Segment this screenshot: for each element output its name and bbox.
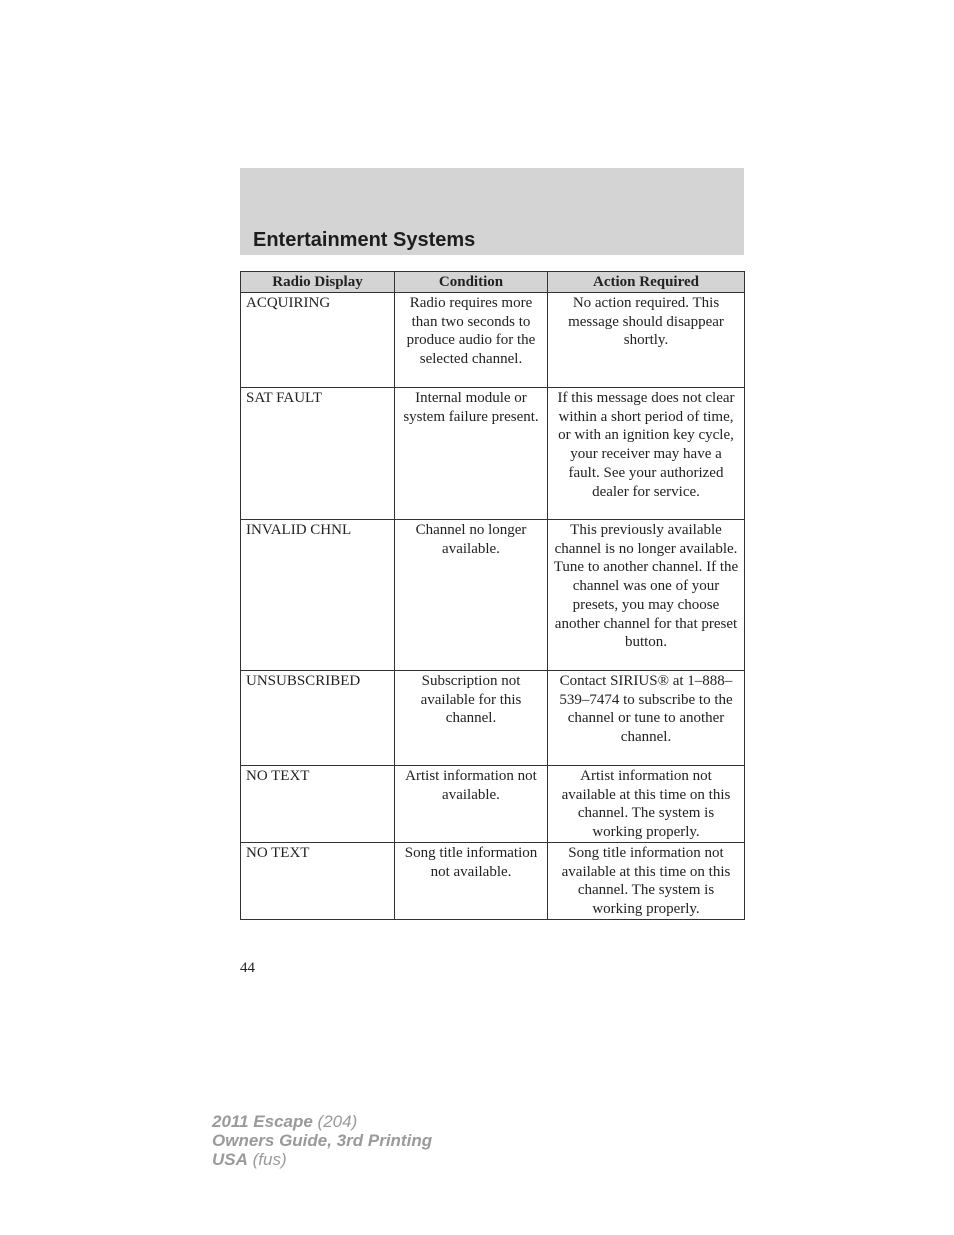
- table-row: [241, 766, 745, 843]
- header-action-required: Action Required: [548, 272, 745, 293]
- footer-region-code: (fus): [247, 1150, 287, 1169]
- footer-line-guide: [212, 1131, 432, 1150]
- condition-cell: Subscription not available for this channel.: [395, 671, 548, 766]
- radio-display-cell: SAT FAULT: [241, 388, 395, 520]
- document-footer: [212, 1112, 432, 1169]
- table-row: [241, 842, 745, 919]
- action-cell: No action required. This message should disappear shortly.: [548, 293, 745, 388]
- action-cell: Contact SIRIUS® at 1–888–539–7474 to subscribe to the channel or tune to another channel.: [548, 671, 745, 766]
- footer-model-code: (204): [312, 1112, 358, 1131]
- section-header: [240, 168, 744, 255]
- condition-cell: Artist information not available.: [395, 766, 548, 843]
- footer-region: USA: [212, 1150, 248, 1169]
- radio-display-cell: NO TEXT: [241, 842, 395, 919]
- page-number: 44: [240, 960, 255, 976]
- footer-line-model: [212, 1112, 432, 1131]
- action-cell: If this message does not clear within a short period of time, or with an ignition key cycle, your receiver may have a fault. See your authorized dealer for service.: [548, 388, 745, 520]
- radio-display-cell: NO TEXT: [241, 766, 395, 843]
- table-row: [241, 520, 745, 671]
- table-row: [241, 671, 745, 766]
- action-cell: This previously available channel is no longer available. Tune to another channel. If the channel was one of your presets, you may choose another channel for that preset button.: [548, 520, 745, 671]
- footer-model: 2011 Escape: [212, 1112, 313, 1131]
- section-title: Entertainment Systems: [253, 229, 476, 251]
- action-cell: Artist information not available at this time on this channel. The system is working properly.: [548, 766, 745, 843]
- header-radio-display: Radio Display: [241, 272, 395, 293]
- footer-line-region: [212, 1150, 432, 1169]
- action-cell: Song title information not available at this time on this channel. The system is working properly.: [548, 842, 745, 919]
- condition-cell: Radio requires more than two seconds to produce audio for the selected channel.: [395, 293, 548, 388]
- radio-display-table: [240, 271, 745, 920]
- table-row: [241, 388, 745, 520]
- condition-cell: Channel no longer available.: [395, 520, 548, 671]
- footer-guide: Owners Guide, 3rd Printing: [212, 1131, 433, 1150]
- condition-cell: Song title information not available.: [395, 842, 548, 919]
- radio-display-cell: UNSUBSCRIBED: [241, 671, 395, 766]
- radio-display-cell: INVALID CHNL: [241, 520, 395, 671]
- condition-cell: Internal module or system failure present.: [395, 388, 548, 520]
- radio-display-cell: ACQUIRING: [241, 293, 395, 388]
- table-header-row: [241, 272, 745, 293]
- header-condition: Condition: [395, 272, 548, 293]
- table-row: [241, 293, 745, 388]
